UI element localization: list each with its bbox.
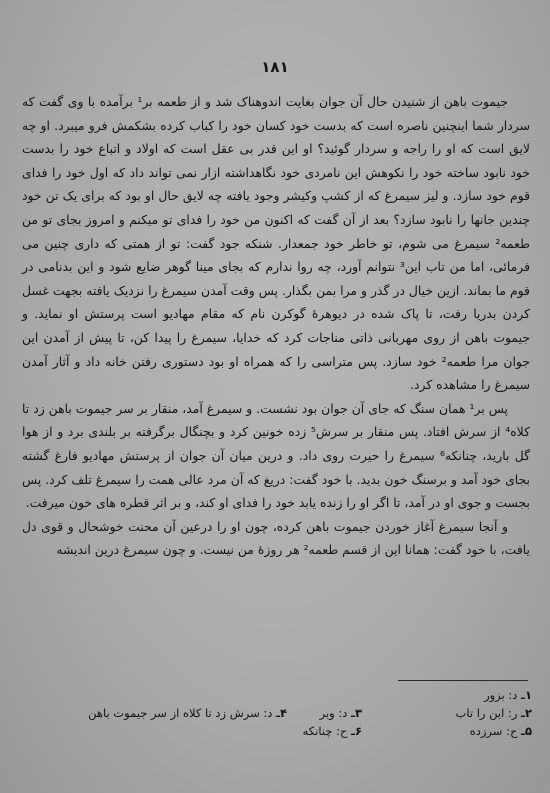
- footnote-number: ۵ـ: [521, 724, 532, 738]
- body-text: [22, 90, 530, 562]
- footnote: [470, 724, 532, 738]
- footnote-number: ۲ـ: [521, 706, 532, 720]
- paragraph: جیموت باهن از شنیدن حال آن جوان بغایت اندوهناک شد و از طعمه بر¹ برآمده با وی گفت که سردار شما اینچنین ناصره است که بدست خود کسان خود را کباب کرده بشکمش فرو میبرد. او چه لایق است که او را راجه و سردار گوئید؟ او این قدر بی عقل است که اولاد و اتباع خود را بدست خود نابود ساخته خود را نکوهش این نامردی خود نگاهداشته ازار نمی تواند داد که اول خود را فدای قوم خود سازد. و لیز سیمرغ که از کشپ وکیشر وجود یافته چه لایق حال او بود که برای یک تن خود چندین جانها را نابود سازد؟ بعد از آن گفت که اکنون من خود را فدای تو میکنم و امروز بجای تو من طعمه² سیمرغ می شوم، تو خاطر خود جمعدار. شنکه جود گفت: تو از همتی که داری چنین می فرمائی، اما من تاب این³ نتوانم آورد، چه روا ندارم که بجای مینا گوهر ضایع شود و این بدنامی در قوم ما بماند. ازین خیال در گذر و مرا بمن بگذار. پس وقت آمدن سیمرغ را نزدیک یافته بجهت غسل کردن بدریا رفت، تا پاک شده در دیوهرهٔ گوکرن نام که مقام مهادیو است پرستش او نماید. و جیموت باهن از روی مهربانی ذاتی مناجات کرد که خدایا، سیمرغ را پیدا کن، تا پیش از آمدن این جوان مرا طعمه² خود سازد. پس متراسی را که همراه او بود دستوری رفتن خانه داد و آثار آمدن سیمرغ را مشاهده کرد.: [22, 94, 531, 393]
- footnote-text: د: بزور: [484, 688, 518, 702]
- footnotes: [32, 688, 532, 748]
- footnote: [303, 724, 362, 738]
- footnote-number: ۱ـ: [521, 688, 532, 702]
- footnote-text: ح: سرزده: [469, 724, 518, 738]
- footnote-number: ۶ـ: [351, 724, 362, 738]
- footnote-text: د: وبر: [319, 706, 348, 720]
- paragraph: و آنجا سیمرغ آغاز خوردن جیموت باهن کرده، چون او را درعین آن محنت خوشحال و قوی دل یافت، با خود گفت: همانا این از قسم طعمه² هر روزهٔ من نیست. و چون سیمرغ درین اندیشه: [22, 518, 530, 558]
- footnote-number: ۳ـ: [351, 706, 362, 720]
- paragraph: پس بر¹ همان سنگ که جای آن جوان بود نشست. و سیمرغ آمد، منقار بر سر جیموت باهن زد تا کلاه⁴ از سرش افتاد. پس منقار بر سرش⁵ زده خونین کرد و بچنگال برگرفته بر بلندی برد و از هوا گل بارید، چنانکه⁶ سیمرغ را حیرت روی داد. و درین میان آن جوان از پرستش مهادیو فارغ گشته بجای خود آمد و برسنگ خون بدید. با خود گفت: دریغ که آن مرد عالی همت را سیمرغ تلف کرد. پس بجست و جوی او در آمد، تا اگر او را زنده یابد خود را فدای او کند، و بر اثر قطره های خون میرفت.: [22, 400, 530, 511]
- footnote-number: ۴ـ: [276, 706, 287, 720]
- footnote-text: ح: چنانکه: [302, 724, 348, 738]
- footnote: [484, 688, 532, 702]
- footnote: [456, 706, 532, 720]
- footnote-text: د: سرش زد تا کلاه از سر جیموت باهن: [88, 706, 273, 720]
- footnote-divider: [398, 680, 528, 681]
- footnote: [320, 706, 362, 720]
- page-number: ۱۸۱: [261, 58, 289, 76]
- footnote-text: ر: این را تاب: [455, 706, 518, 720]
- footnote: [88, 706, 287, 720]
